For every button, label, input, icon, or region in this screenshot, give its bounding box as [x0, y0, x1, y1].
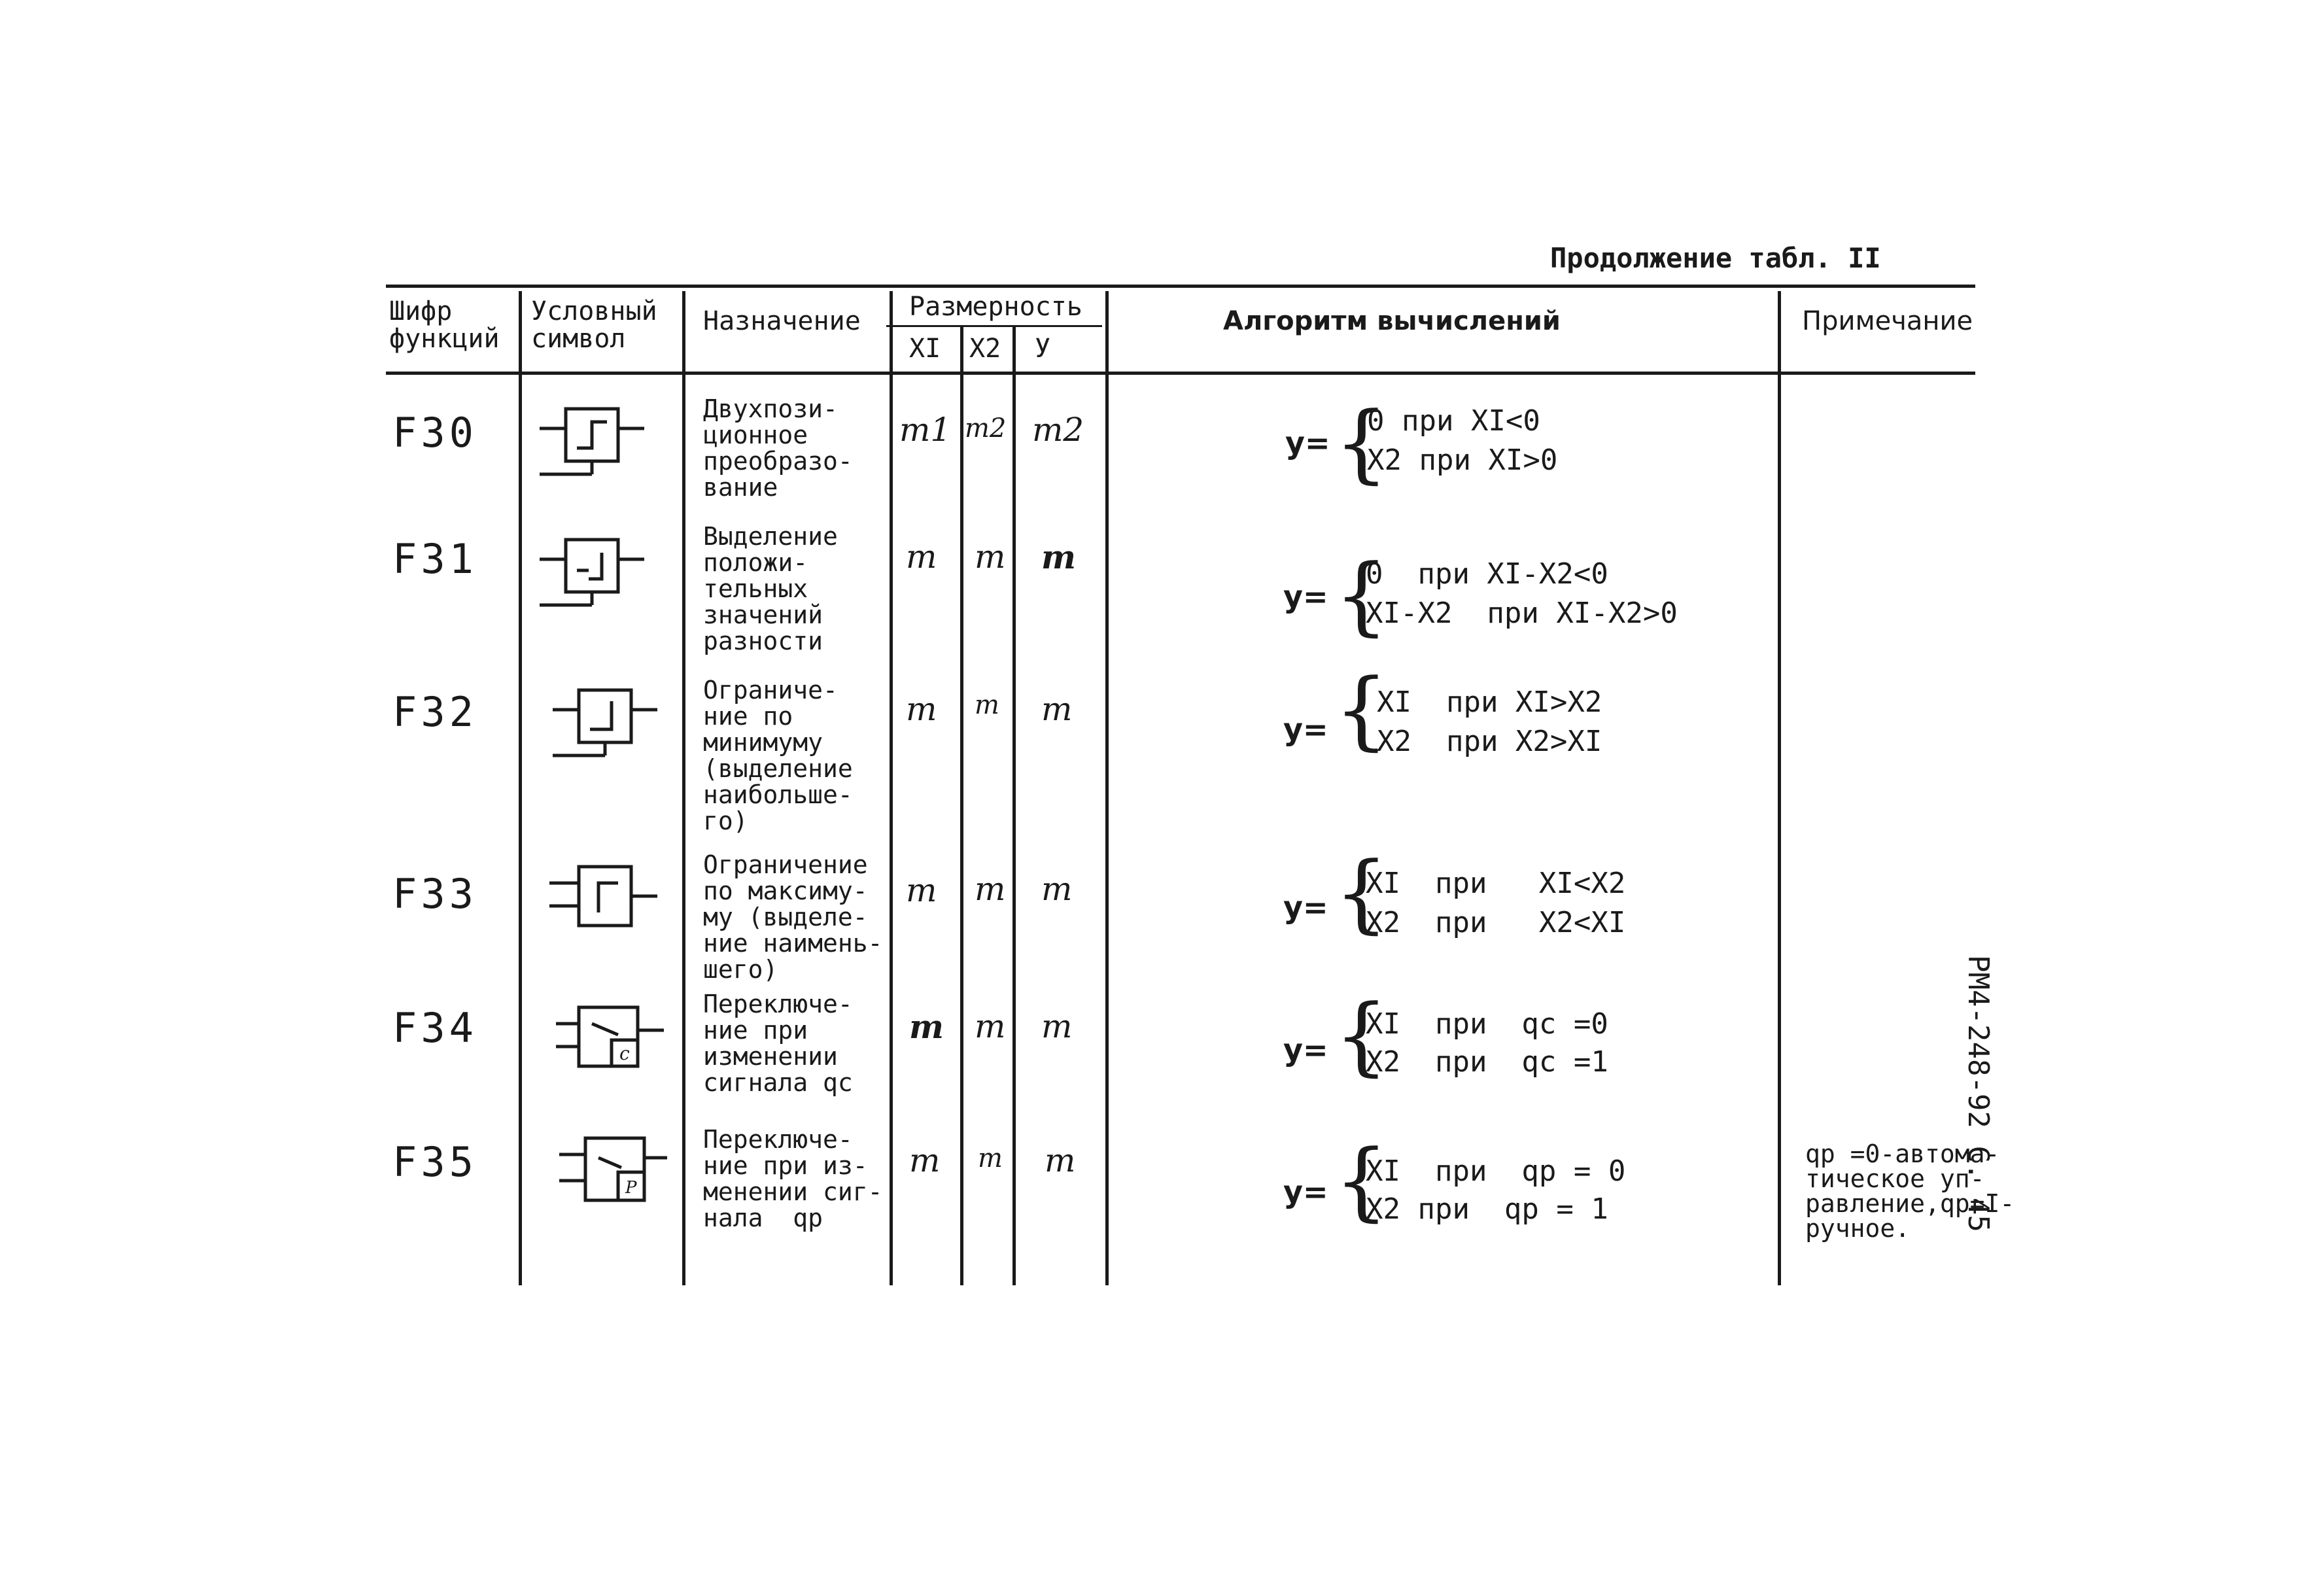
dimension-x1: m [906, 871, 937, 909]
dimension-y: m [1041, 690, 1073, 728]
algorithm-line-1: 0 при XI-X2<0 [1366, 557, 1608, 591]
col-divider-y [1012, 327, 1016, 1285]
algorithm-brace: { [1334, 843, 1389, 943]
function-code: F34 [392, 1004, 477, 1052]
dimension-y: m [1041, 870, 1073, 908]
algorithm-y: у= [1285, 425, 1330, 460]
dimension-x1: m [909, 1007, 944, 1046]
col-divider-algorithm [1105, 291, 1109, 1285]
algorithm-y: у= [1283, 1174, 1328, 1209]
page-reference-text: РМ4-248-92 С. 45 [1962, 955, 1995, 1232]
purpose-text: Переключе- ние при из- менении сиг- нала qp [703, 1125, 883, 1232]
function-code: F32 [392, 688, 477, 736]
dimension-x1: m [906, 538, 937, 576]
algorithm-brace: { [1334, 660, 1389, 759]
algorithm-line-2: X2 при qc =1 [1366, 1045, 1608, 1079]
function-code: F30 [392, 409, 477, 457]
dimension-x2: m [975, 870, 1006, 908]
algorithm-line-1: XI при qc =0 [1366, 1007, 1608, 1041]
header-symbol: Условный символ [531, 296, 657, 354]
algorithm-y: у= [1283, 712, 1328, 747]
algorithm-line-1: XI при qp = 0 [1366, 1154, 1626, 1188]
col-divider-x1 [890, 291, 893, 1285]
purpose-text: Выделение положи- тельных значений разности [703, 522, 838, 655]
purpose-text: Двухпози- ционное преобразо- вание [703, 394, 853, 502]
algorithm-line-1: XI при XI<X2 [1366, 867, 1626, 900]
header-note: Примечание [1802, 306, 1973, 336]
dimension-x1: m1 [899, 411, 952, 449]
purpose-text: Ограничение по максиму- му (выделе- ние наимень- шего) [703, 850, 883, 984]
dimension-x2: m [978, 1143, 1003, 1173]
algorithm-brace: { [1334, 1131, 1389, 1230]
max-limit-symbol-icon [546, 854, 664, 939]
header-x2: X2 [969, 334, 1001, 364]
col-divider-symbol [519, 291, 522, 1285]
header-code: Шифр функций [389, 296, 500, 354]
switch-c-symbol-icon [553, 994, 670, 1079]
algorithm-line-2: X2 при X2>XI [1377, 725, 1602, 758]
algorithm-line-1: XI при XI>X2 [1377, 685, 1602, 719]
header-purpose: Назначение [703, 306, 861, 336]
step-up-symbol-icon [536, 399, 654, 484]
algorithm-line-2: X2 при X2<XI [1366, 906, 1626, 939]
function-code: F31 [392, 535, 477, 583]
positive-difference-symbol-icon [536, 530, 654, 615]
dimension-y: m [1045, 1141, 1076, 1179]
col-divider-purpose [682, 291, 685, 1285]
switch-p-symbol-icon [556, 1125, 674, 1210]
purpose-text: Ограниче- ние по минимуму (выделение наибольше- го) [703, 676, 853, 835]
dimension-x2: m2 [965, 413, 1007, 443]
dimension-subheader-border [886, 325, 1102, 327]
header-y: У [1035, 334, 1051, 364]
algorithm-line-2: X2 при XI>0 [1367, 443, 1558, 477]
header-algorithm: Алгоритм вычислений [1223, 306, 1561, 336]
algorithm-y: у= [1283, 1032, 1328, 1067]
svg-text:P: P [625, 1178, 637, 1198]
algorithm-line-1: 0 при XI<0 [1367, 404, 1540, 438]
algorithm-brace: { [1334, 546, 1389, 645]
col-divider-note [1778, 291, 1781, 1285]
dimension-y: m2 [1032, 411, 1084, 449]
dimension-x2: m [975, 1007, 1006, 1045]
header-dimension: Размерность [909, 292, 1082, 322]
note-text: qp =0-автома- тическое уп- равление,qp=I- ручное. [1805, 1139, 2015, 1243]
purpose-text: Переключе- ние при изменении сигнала qc [703, 990, 853, 1097]
algorithm-y: у= [1283, 579, 1328, 614]
algorithm-line-2: XI-X2 при XI-X2>0 [1366, 597, 1678, 630]
dimension-x1: m [909, 1141, 941, 1179]
table-caption: Продолжение табл. II [1550, 242, 1881, 274]
function-code: F35 [392, 1138, 477, 1186]
algorithm-brace: { [1334, 393, 1389, 493]
table-top-border [386, 285, 1975, 288]
svg-text:c: c [619, 1043, 630, 1064]
function-code: F33 [392, 870, 477, 918]
dimension-y: m [1041, 1007, 1073, 1045]
dimension-x2: m [975, 690, 999, 720]
algorithm-brace: { [1334, 986, 1389, 1085]
algorithm-y: у= [1283, 890, 1328, 925]
dimension-y: m [1041, 538, 1076, 576]
col-divider-x2 [960, 327, 963, 1285]
dimension-x1: m [906, 690, 937, 728]
min-limit-symbol-icon [549, 680, 667, 765]
algorithm-line-2: X2 при qp = 1 [1366, 1192, 1608, 1226]
header-bottom-border [386, 372, 1975, 375]
header-x1: XI [909, 334, 941, 364]
dimension-x2: m [975, 538, 1006, 576]
